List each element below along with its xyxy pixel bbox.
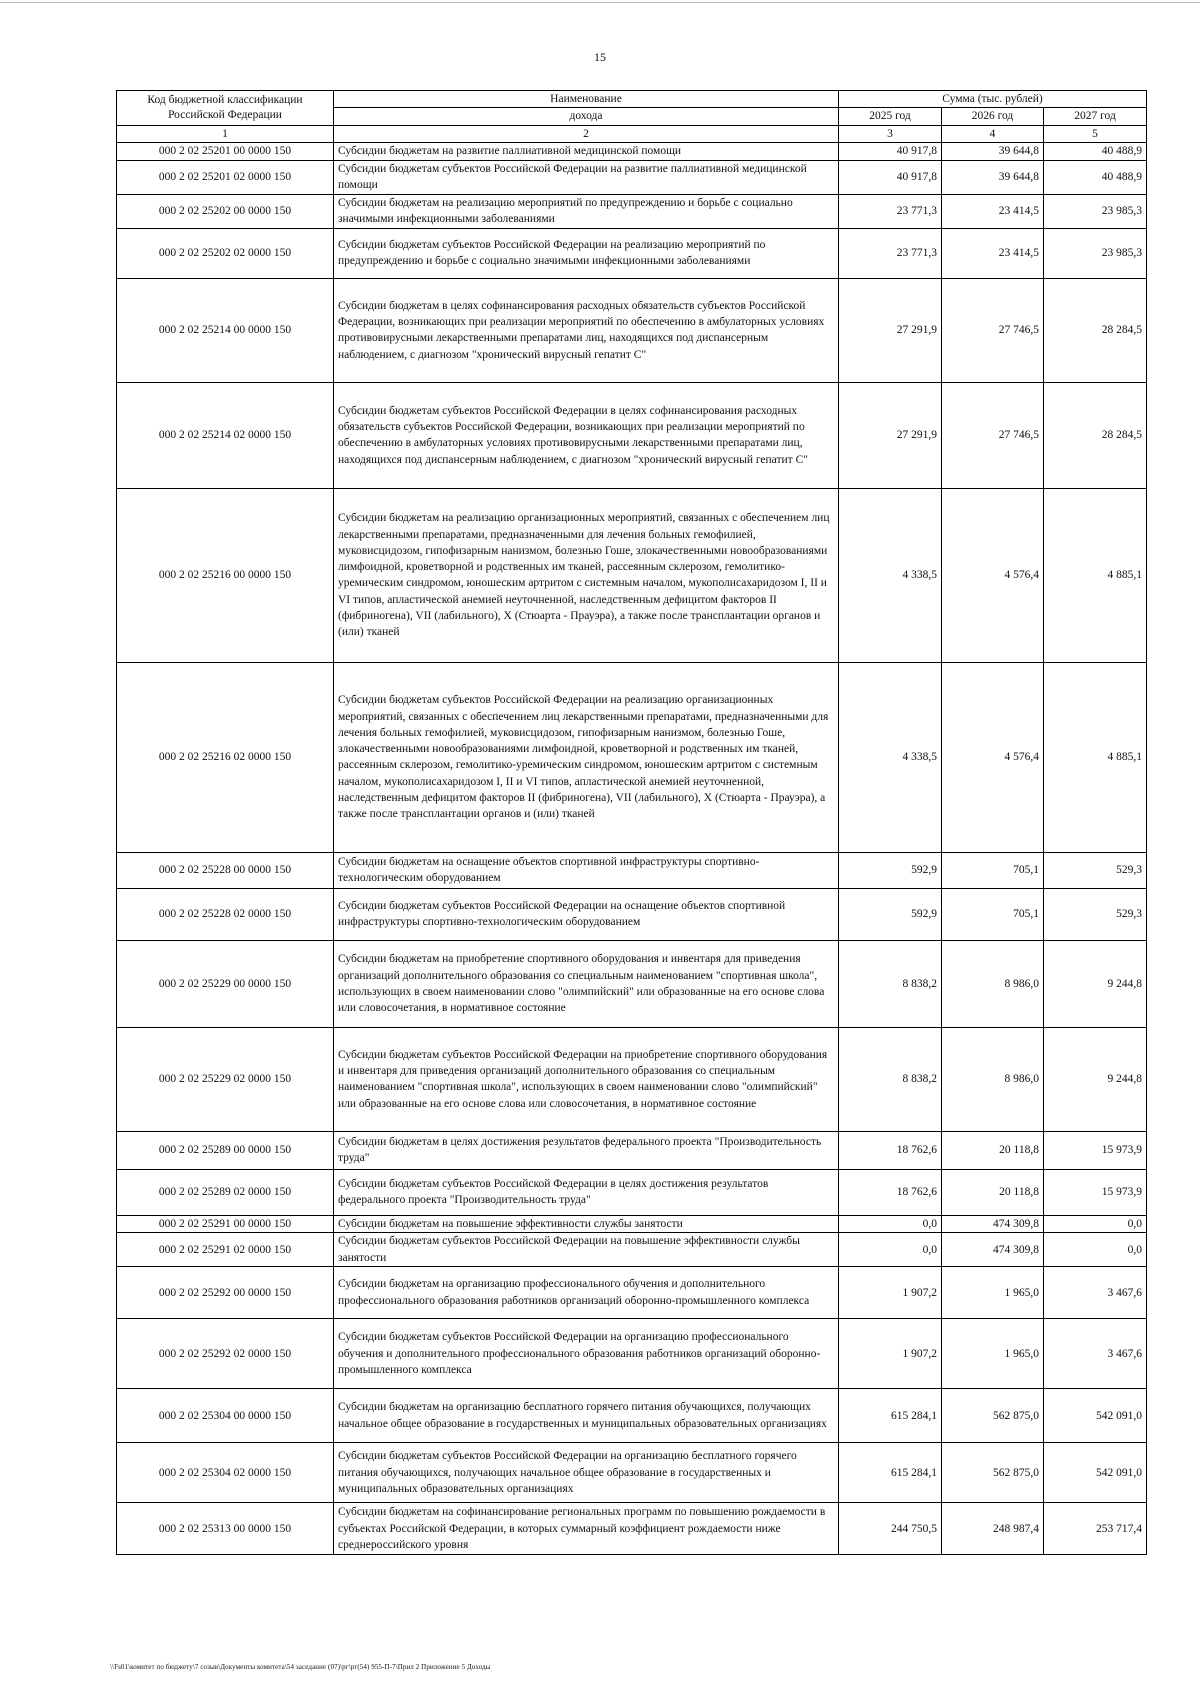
table-row bbox=[117, 1389, 1147, 1443]
amount-2027-cell: 542 091,0 bbox=[1044, 1389, 1147, 1443]
income-name-cell: Субсидии бюджетам на оснащение объектов спортивной инфраструктуры спортивно-технологическим оборудованием bbox=[334, 852, 839, 888]
budget-code-cell: 000 2 02 25201 00 0000 150 bbox=[117, 142, 334, 160]
page-number: 15 bbox=[594, 50, 606, 64]
budget-code-cell: 000 2 02 25291 00 0000 150 bbox=[117, 1215, 334, 1232]
budget-code-cell: 000 2 02 25228 02 0000 150 bbox=[117, 888, 334, 940]
amount-2026-cell: 1 965,0 bbox=[942, 1267, 1044, 1319]
amount-2026-cell: 474 309,8 bbox=[942, 1215, 1044, 1232]
table-row bbox=[117, 1233, 1147, 1267]
amount-2026-cell: 248 987,4 bbox=[942, 1503, 1044, 1555]
amount-2026-cell: 4 576,4 bbox=[942, 488, 1044, 662]
amount-2025-cell: 0,0 bbox=[839, 1233, 942, 1267]
budget-code-cell: 000 2 02 25291 02 0000 150 bbox=[117, 1233, 334, 1267]
col-number-1: 1 bbox=[117, 125, 334, 142]
income-name-cell: Субсидии бюджетам на повышение эффективности службы занятости bbox=[334, 1215, 839, 1232]
budget-code-cell: 000 2 02 25216 00 0000 150 bbox=[117, 488, 334, 662]
amount-2027-cell: 3 467,6 bbox=[1044, 1267, 1147, 1319]
table-row bbox=[117, 194, 1147, 228]
amount-2025-cell: 592,9 bbox=[839, 852, 942, 888]
amount-2026-cell: 8 986,0 bbox=[942, 940, 1044, 1027]
amount-2025-cell: 4 338,5 bbox=[839, 488, 942, 662]
table-row bbox=[117, 1319, 1147, 1389]
income-name-cell: Субсидии бюджетам субъектов Российской Федерации на реализацию организационных мероприятий, связанных с обеспечением лиц лекарственными препаратами, предназначенными для лечения больных гемофилией, муковисцидозом, гипофизарным нанизмом, болезнью Гоше, злокачественными новообразованиями лимфоидной, кроветворной и родственных им тканей, рассеянным склерозом, гемолитико-уремическим синдромом, юношеским артритом с системным началом, мукополисахаридозом I, II и VI типов, апластической анемией неуточненной, наследственным дефицитом факторов II (фибриногена), VII (лабильного), X (Стюарта - Прауэра), а также после трансплантации органов и (или) тканей bbox=[334, 662, 839, 852]
table-row bbox=[117, 852, 1147, 888]
budget-code-cell: 000 2 02 25202 02 0000 150 bbox=[117, 228, 334, 278]
amount-2025-cell: 18 762,6 bbox=[839, 1131, 942, 1169]
amount-2025-cell: 8 838,2 bbox=[839, 940, 942, 1027]
amount-2025-cell: 615 284,1 bbox=[839, 1443, 942, 1503]
income-name-cell: Субсидии бюджетам на организацию профессионального обучения и дополнительного профессионального образования работников организаций оборонно-промышленного комплекса bbox=[334, 1267, 839, 1319]
budget-code-cell: 000 2 02 25216 02 0000 150 bbox=[117, 662, 334, 852]
amount-2025-cell: 1 907,2 bbox=[839, 1267, 942, 1319]
income-name-cell: Субсидии бюджетам на реализацию организационных мероприятий, связанных с обеспечением лиц лекарственными препаратами, предназначенными для лечения больных гемофилией, муковисцидозом, гипофизарным нанизмом, болезнью Гоше, злокачественными новообразованиями лимфоидной, кроветворной и родственных им тканей, рассеянным склерозом, гемолитико-уремическим синдромом, юношеским артритом с системным началом, мукополисахаридозом I, II и VI типов, апластической анемией неуточненной, наследственным дефицитом факторов II (фибриногена), VII (лабильного), X (Стюарта - Прауэра), а также после трансплантации органов и (или) тканей bbox=[334, 488, 839, 662]
amount-2025-cell: 8 838,2 bbox=[839, 1027, 942, 1131]
income-name-cell: Субсидии бюджетам субъектов Российской Федерации на оснащение объектов спортивной инфраструктуры спортивно-технологическим оборудованием bbox=[334, 888, 839, 940]
table-row bbox=[117, 142, 1147, 160]
amount-2026-cell: 1 965,0 bbox=[942, 1319, 1044, 1389]
budget-code-cell: 000 2 02 25304 00 0000 150 bbox=[117, 1389, 334, 1443]
amount-2027-cell: 23 985,3 bbox=[1044, 228, 1147, 278]
table-row bbox=[117, 1131, 1147, 1169]
budget-code-cell: 000 2 02 25292 02 0000 150 bbox=[117, 1319, 334, 1389]
amount-2025-cell: 23 771,3 bbox=[839, 194, 942, 228]
amount-2026-cell: 562 875,0 bbox=[942, 1443, 1044, 1503]
header-year-2026: 2026 год bbox=[942, 108, 1044, 125]
budget-code-cell: 000 2 02 25229 02 0000 150 bbox=[117, 1027, 334, 1131]
amount-2026-cell: 705,1 bbox=[942, 888, 1044, 940]
budget-code-cell: 000 2 02 25289 00 0000 150 bbox=[117, 1131, 334, 1169]
income-name-cell: Субсидии бюджетам в целях достижения результатов федерального проекта "Производительность труда" bbox=[334, 1131, 839, 1169]
table-row bbox=[117, 160, 1147, 194]
amount-2025-cell: 40 917,8 bbox=[839, 160, 942, 194]
budget-code-cell: 000 2 02 25289 02 0000 150 bbox=[117, 1169, 334, 1215]
amount-2025-cell: 615 284,1 bbox=[839, 1389, 942, 1443]
amount-2025-cell: 4 338,5 bbox=[839, 662, 942, 852]
income-name-cell: Субсидии бюджетам субъектов Российской Федерации на развитие паллиативной медицинской помощи bbox=[334, 160, 839, 194]
table-row bbox=[117, 228, 1147, 278]
amount-2026-cell: 27 746,5 bbox=[942, 278, 1044, 382]
income-name-cell: Субсидии бюджетам на развитие паллиативной медицинской помощи bbox=[334, 142, 839, 160]
amount-2027-cell: 4 885,1 bbox=[1044, 662, 1147, 852]
table-row bbox=[117, 278, 1147, 382]
amount-2027-cell: 253 717,4 bbox=[1044, 1503, 1147, 1555]
amount-2025-cell: 40 917,8 bbox=[839, 142, 942, 160]
budget-code-cell: 000 2 02 25229 00 0000 150 bbox=[117, 940, 334, 1027]
amount-2026-cell: 474 309,8 bbox=[942, 1233, 1044, 1267]
amount-2025-cell: 27 291,9 bbox=[839, 382, 942, 488]
table-row bbox=[117, 1027, 1147, 1131]
col-number-2: 2 bbox=[334, 125, 839, 142]
amount-2026-cell: 20 118,8 bbox=[942, 1131, 1044, 1169]
budget-code-cell: 000 2 02 25201 02 0000 150 bbox=[117, 160, 334, 194]
amount-2026-cell: 39 644,8 bbox=[942, 142, 1044, 160]
amount-2026-cell: 27 746,5 bbox=[942, 382, 1044, 488]
amount-2025-cell: 27 291,9 bbox=[839, 278, 942, 382]
amount-2027-cell: 28 284,5 bbox=[1044, 382, 1147, 488]
table-row bbox=[117, 488, 1147, 662]
table-row bbox=[117, 940, 1147, 1027]
amount-2027-cell: 3 467,6 bbox=[1044, 1319, 1147, 1389]
table-row bbox=[117, 1169, 1147, 1215]
income-name-cell: Субсидии бюджетам на софинансирование региональных программ по повышению рождаемости в субъектах Российской Федерации, в которых суммарный коэффициент рождаемости ниже среднероссийского уровня bbox=[334, 1503, 839, 1555]
table-header bbox=[117, 91, 1147, 143]
col-number-3: 3 bbox=[839, 125, 942, 142]
header-name-line1: Наименование bbox=[334, 91, 839, 108]
income-table bbox=[116, 90, 1147, 1555]
amount-2026-cell: 705,1 bbox=[942, 852, 1044, 888]
budget-code-cell: 000 2 02 25292 00 0000 150 bbox=[117, 1267, 334, 1319]
amount-2027-cell: 0,0 bbox=[1044, 1215, 1147, 1232]
file-path-footer: \\Fs01\комитет по бюджету\7 созыв\Документы комитета\54 заседание (07)\рг\рг(54) 955-П-7\Прил 2 Приложение 5 Доходы bbox=[110, 1663, 491, 1671]
table-body bbox=[117, 142, 1147, 1554]
amount-2025-cell: 244 750,5 bbox=[839, 1503, 942, 1555]
amount-2026-cell: 39 644,8 bbox=[942, 160, 1044, 194]
amount-2026-cell: 8 986,0 bbox=[942, 1027, 1044, 1131]
income-name-cell: Субсидии бюджетам субъектов Российской Федерации на организацию профессионального обучения и дополнительного профессионального образования работников организаций оборонно-промышленного комплекса bbox=[334, 1319, 839, 1389]
budget-code-cell: 000 2 02 25228 00 0000 150 bbox=[117, 852, 334, 888]
income-name-cell: Субсидии бюджетам на приобретение спортивного оборудования и инвентаря для приведения организаций дополнительного образования со специальным наименованием "спортивная школа", использующих в своем наименовании слово "олимпийский" или образованные на его основе слова или словосочетания, в нормативное состояние bbox=[334, 940, 839, 1027]
amount-2026-cell: 4 576,4 bbox=[942, 662, 1044, 852]
amount-2026-cell: 23 414,5 bbox=[942, 194, 1044, 228]
amount-2027-cell: 40 488,9 bbox=[1044, 160, 1147, 194]
header-name-line2: дохода bbox=[334, 108, 839, 125]
amount-2027-cell: 542 091,0 bbox=[1044, 1443, 1147, 1503]
amount-2027-cell: 4 885,1 bbox=[1044, 488, 1147, 662]
amount-2027-cell: 15 973,9 bbox=[1044, 1169, 1147, 1215]
table-row bbox=[117, 888, 1147, 940]
amount-2027-cell: 15 973,9 bbox=[1044, 1131, 1147, 1169]
amount-2027-cell: 9 244,8 bbox=[1044, 940, 1147, 1027]
income-name-cell: Субсидии бюджетам субъектов Российской Федерации в целях софинансирования расходных обязательств субъектов Российской Федерации, возникающих при реализации мероприятий по обеспечению в амбулаторных условиях противовирусными лекарственными препаратами лиц, находящихся под диспансерным наблюдением, с диагнозом "хронический вирусный гепатит C" bbox=[334, 382, 839, 488]
table-row bbox=[117, 1503, 1147, 1555]
amount-2025-cell: 592,9 bbox=[839, 888, 942, 940]
amount-2027-cell: 40 488,9 bbox=[1044, 142, 1147, 160]
col-number-5: 5 bbox=[1044, 125, 1147, 142]
budget-code-cell: 000 2 02 25304 02 0000 150 bbox=[117, 1443, 334, 1503]
income-name-cell: Субсидии бюджетам субъектов Российской Федерации на организацию бесплатного горячего питания обучающихся, получающих начальное общее образование в государственных и муниципальных образовательных организациях bbox=[334, 1443, 839, 1503]
amount-2027-cell: 28 284,5 bbox=[1044, 278, 1147, 382]
amount-2025-cell: 1 907,2 bbox=[839, 1319, 942, 1389]
table-row bbox=[117, 1215, 1147, 1232]
amount-2027-cell: 0,0 bbox=[1044, 1233, 1147, 1267]
amount-2025-cell: 18 762,6 bbox=[839, 1169, 942, 1215]
table-row bbox=[117, 382, 1147, 488]
income-name-cell: Субсидии бюджетам субъектов Российской Федерации на повышение эффективности службы занятости bbox=[334, 1233, 839, 1267]
header-year-2027: 2027 год bbox=[1044, 108, 1147, 125]
budget-code-cell: 000 2 02 25214 02 0000 150 bbox=[117, 382, 334, 488]
budget-code-cell: 000 2 02 25214 00 0000 150 bbox=[117, 278, 334, 382]
col-number-4: 4 bbox=[942, 125, 1044, 142]
amount-2026-cell: 23 414,5 bbox=[942, 228, 1044, 278]
income-name-cell: Субсидии бюджетам субъектов Российской Федерации в целях достижения результатов федерального проекта "Производительность труда" bbox=[334, 1169, 839, 1215]
amount-2025-cell: 23 771,3 bbox=[839, 228, 942, 278]
header-code: Код бюджетной классификации Российской Федерации bbox=[117, 91, 334, 126]
amount-2027-cell: 529,3 bbox=[1044, 852, 1147, 888]
income-name-cell: Субсидии бюджетам на организацию бесплатного горячего питания обучающихся, получающих начальное общее образование в государственных и муниципальных образовательных организациях bbox=[334, 1389, 839, 1443]
amount-2027-cell: 23 985,3 bbox=[1044, 194, 1147, 228]
table-row bbox=[117, 1267, 1147, 1319]
income-name-cell: Субсидии бюджетам субъектов Российской Федерации на приобретение спортивного оборудования и инвентаря для приведения организаций дополнительного образования со специальным наименованием "спортивная школа", использующих в своем наименовании слово "олимпийский" или образованные на его основе слова или словосочетания, в нормативное состояние bbox=[334, 1027, 839, 1131]
income-name-cell: Субсидии бюджетам в целях софинансирования расходных обязательств субъектов Российской Федерации, возникающих при реализации мероприятий по обеспечению в амбулаторных условиях противовирусными лекарственными препаратами лиц, находящихся под диспансерным наблюдением, с диагнозом "хронический вирусный гепатит C" bbox=[334, 278, 839, 382]
table-row bbox=[117, 1443, 1147, 1503]
budget-code-cell: 000 2 02 25202 00 0000 150 bbox=[117, 194, 334, 228]
header-year-2025: 2025 год bbox=[839, 108, 942, 125]
amount-2026-cell: 20 118,8 bbox=[942, 1169, 1044, 1215]
budget-code-cell: 000 2 02 25313 00 0000 150 bbox=[117, 1503, 334, 1555]
income-name-cell: Субсидии бюджетам на реализацию мероприятий по предупреждению и борьбе с социально значимыми инфекционными заболеваниями bbox=[334, 194, 839, 228]
amount-2027-cell: 9 244,8 bbox=[1044, 1027, 1147, 1131]
amount-2027-cell: 529,3 bbox=[1044, 888, 1147, 940]
table-row bbox=[117, 662, 1147, 852]
amount-2025-cell: 0,0 bbox=[839, 1215, 942, 1232]
income-name-cell: Субсидии бюджетам субъектов Российской Федерации на реализацию мероприятий по предупреждению и борьбе с социально значимыми инфекционными заболеваниями bbox=[334, 228, 839, 278]
header-sum: Сумма (тыс. рублей) bbox=[839, 91, 1147, 108]
amount-2026-cell: 562 875,0 bbox=[942, 1389, 1044, 1443]
